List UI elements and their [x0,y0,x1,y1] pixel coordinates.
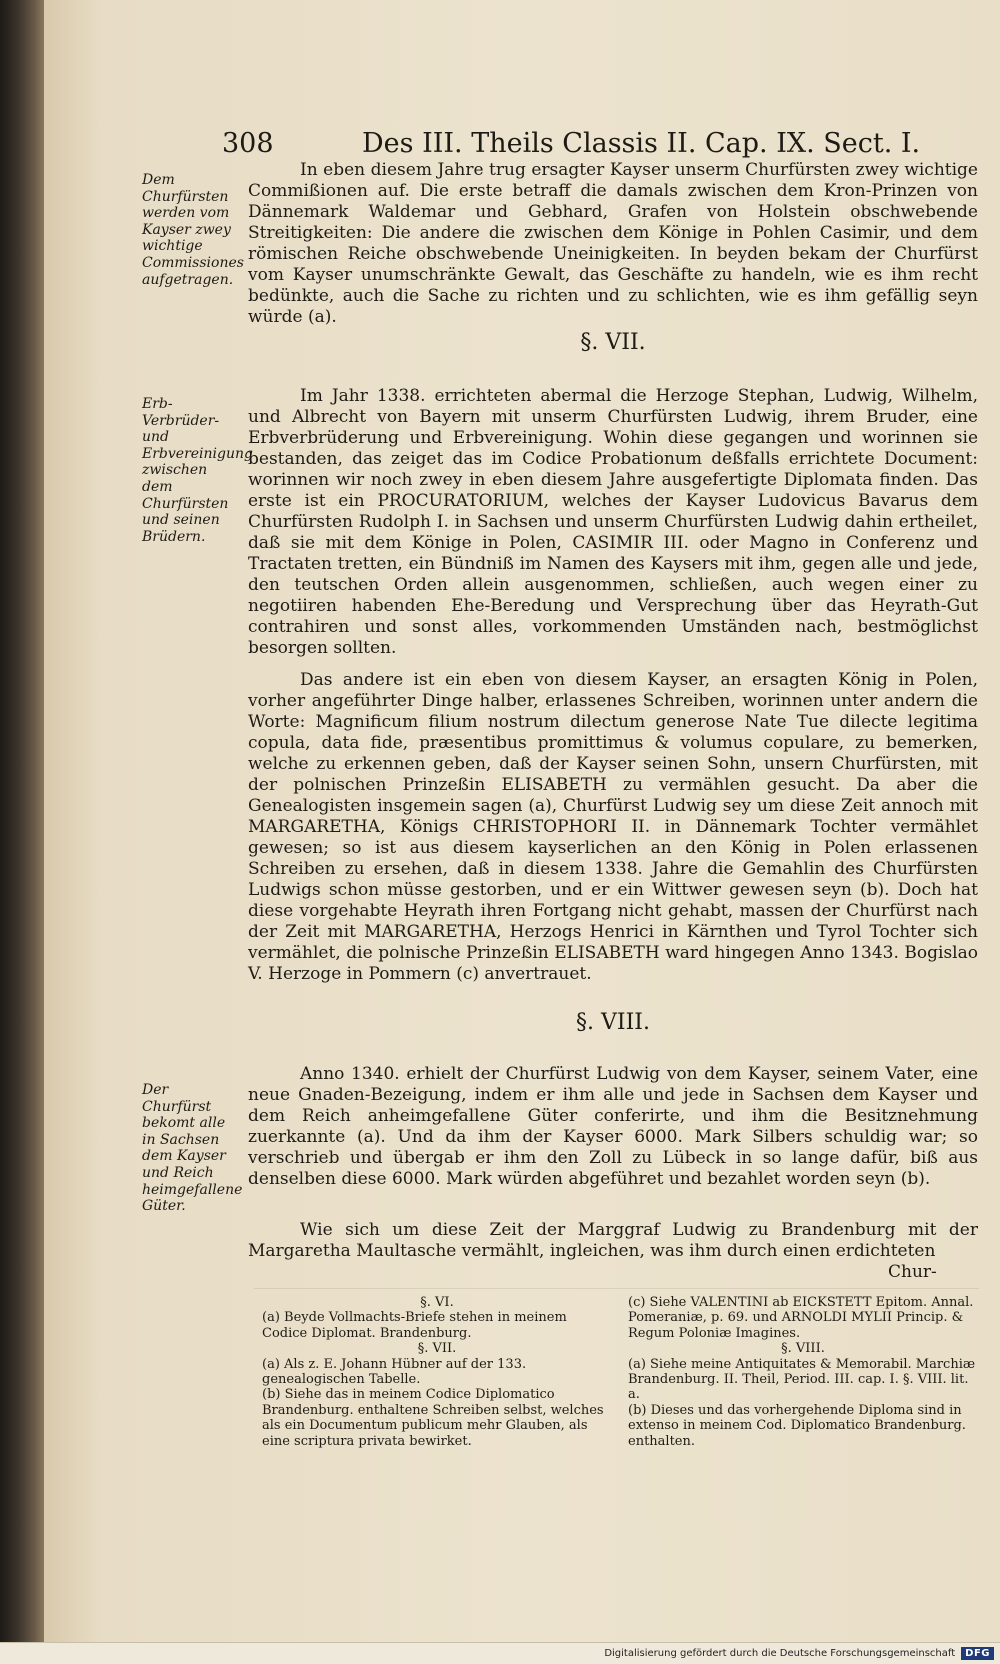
footnote-item: (b) Dieses und das vorhergehende Diploma sind in extenso in meinem Cod. Diplomatico Brandenburg. enthalten. [628,1402,966,1449]
margin-note-1: Dem Churfürsten werden vom Kayser zwey wichtige Commissiones aufgetragen. [142,172,244,288]
book-page [44,0,1000,1642]
footnote-item: (a) Als z. E. Johann Hübner auf der 133. genealogischen Tabelle. [262,1356,527,1388]
footnote-divider [254,1288,979,1289]
footnote-section: §. VIII. [781,1341,825,1357]
section-heading-viii: §. VIII. [576,1010,650,1035]
credit-text: Digitalisierung gefördert durch die Deutsche Forschungsgemeinschaft [604,1648,956,1659]
digitization-credit-bar [0,1642,1000,1664]
book-edge [0,0,44,1664]
dfg-logo-icon: DFG [961,1647,994,1660]
margin-note-3: Der Churfürst bekomt alle in Sachsen dem Kayser und Reich heimgefallene Güter. [142,1082,243,1215]
footnotes-right [628,1295,978,1449]
footnote-section: §. VI. [420,1295,454,1310]
margin-note-2: Erb-Verbrüder- und Erbvereinigung zwischen dem Churfürsten und seinen Brüdern. [142,396,253,545]
footnote-item: (a) Siehe meine Antiquitates & Memorabil. Marchiæ Brandenburg. II. Theil, Period. III. cap. I. §. VIII. lit. a. [628,1356,976,1403]
page-header [222,128,982,160]
catchword: Chur- [888,1262,937,1282]
paragraph-4: Anno 1340. erhielt der Churfürst Ludwig von dem Kayser, seinem Vater, eine neue Gnaden-Bezeigung, indem er ihm alle und jede in Sachsen dem Kayser und dem Reich anheimgefallene Güter conferirte, und ihm die Besitznehmung zuerkannte (a). Und da ihm der Kayser 6000. Mark Silbers schuldig war; so verschrieb und übergab er ihm den Zoll zu Lübeck in so lange dafür, biß aus denselben diese 6000. Mark würden abgeführet und bezahlet worden seyn (b). [248,1064,978,1189]
paragraph-5: Wie sich um diese Zeit der Marggraf Ludwig zu Brandenburg mit der Margaretha Maultasche vermählt, ingleichen, was ihm durch einen erdichteten [248,1220,978,1261]
page-number: 308 [222,128,274,159]
footnote-item: (c) Siehe VALENTINI ab EICKSTETT Epitom. Annal. Pomeraniæ, p. 69. und ARNOLDI MYLII Princip. & Regum Poloniæ Imagines. [628,1295,974,1341]
footnote-item: (a) Beyde Vollmachts-Briefe stehen in meinem Codice Diplomat. Brandenburg. [262,1310,567,1341]
footnote-section: §. VII. [417,1341,457,1357]
running-title: Des III. Theils Classis II. Cap. IX. Sect. I. [362,128,921,159]
paragraph-3: Das andere ist ein eben von diesem Kayser, an ersagten König in Polen, vorher angeführter Dinge halber, erlassenes Schreiben, worinnen unter andern die Worte: Magnificum filium nostrum dilectum generose Nate Tue dilecte legitima copula, data fide, præsentibus promittimus & volumus copulare, zu bemerken, welche zu erkennen geben, daß der Kayser seinen Sohn, unsern Churfürsten, mit der polnischen Prinzeßin ELISABETH zu vermählen gesucht. Da aber die Genealogisten insgemein sagen (a), Churfürst Ludwig sey um diese Zeit annoch mit MARGARETHA, Königs CHRISTOPHORI II. in Dännemark Tochter vermählet gewesen; so ist aus diesem kayserlichen an den König in Polen erlassenen Schreiben zu ersehen, daß in diesem 1338. Jahre die Gemahlin des Churfürsten Ludwigs schon müsse gestorben, und er ein Wittwer gewesen seyn (b). Doch hat diese vorgehabte Heyrath ihren Fortgang nicht gehabt, massen der Churfürst nach der Zeit mit MARGARETHA, Herzogs Henrici in Kärnthen und Tyrol Tochter sich vermählet, die polnische Prinzeßin ELISABETH ward hingegen Anno 1343. Bogislao V. Herzoge in Pommern (c) anvertrauet. [248,670,978,984]
section-heading-vii: §. VII. [580,330,646,355]
footnote-item: (b) Siehe das in meinem Codice Diplomatico Brandenburg. enthaltene Schreiben selbst, welches als ein Documentum publicum mehr Glauben, als eine scriptura privata bewirket. [262,1387,604,1449]
paragraph-1: In eben diesem Jahre trug ersagter Kayser unserm Churfürsten zwey wichtige Commißionen auf. Die erste betraff die damals zwischen dem Kron-Prinzen von Dännemark Waldemar und Gebhard, Grafen von Holstein obschwebende Streitigkeiten: Die andere die zwischen dem Könige in Pohlen Casimir, und dem römischen Reiche obschwebende Uneinigkeiten. In beyden bekam der Churfürst vom Kayser unumschränkte Gewalt, das Geschäfte zu handeln, wie es ihm recht bedünkte, auch die Sache zu richten und zu schlichten, wie es ihm gefällig seyn würde (a). [248,160,978,327]
footnotes-left [262,1295,612,1449]
paragraph-2: Im Jahr 1338. errichteten abermal die Herzoge Stephan, Ludwig, Wilhelm, und Albrecht von Bayern mit unserm Churfürsten Ludwig, ihrem Bruder, eine Erbverbrüderung und Erbvereinigung. Wohin diese gegangen und worinnen sie bestanden, das zeiget das im Codice Probationum deßfalls errichtete Document: worinnen wir noch zwey in eben diesem Jahre ausgefertigte Diplomata finden. Das erste ist ein PROCURATORIUM, welches der Kayser Ludovicus Bavarus dem Churfürsten Rudolph I. in Sachsen und unserm Churfürsten Ludwig dahin ertheilet, daß sie mit dem Könige in Polen, CASIMIR III. oder Magno in Conferenz und Tractaten tretten, ein Bündniß im Namen des Kaysers mit ihm, gegen alle und jede, den teutschen Orden allein ausgenommen, schließen, auch wegen einer zu negotiiren habenden Ehe-Beredung und Versprechung über das Heyrath-Gut contrahiren und sonst alles, vorkommenden Umständen nach, bestmöglichst besorgen sollten. [248,386,978,658]
